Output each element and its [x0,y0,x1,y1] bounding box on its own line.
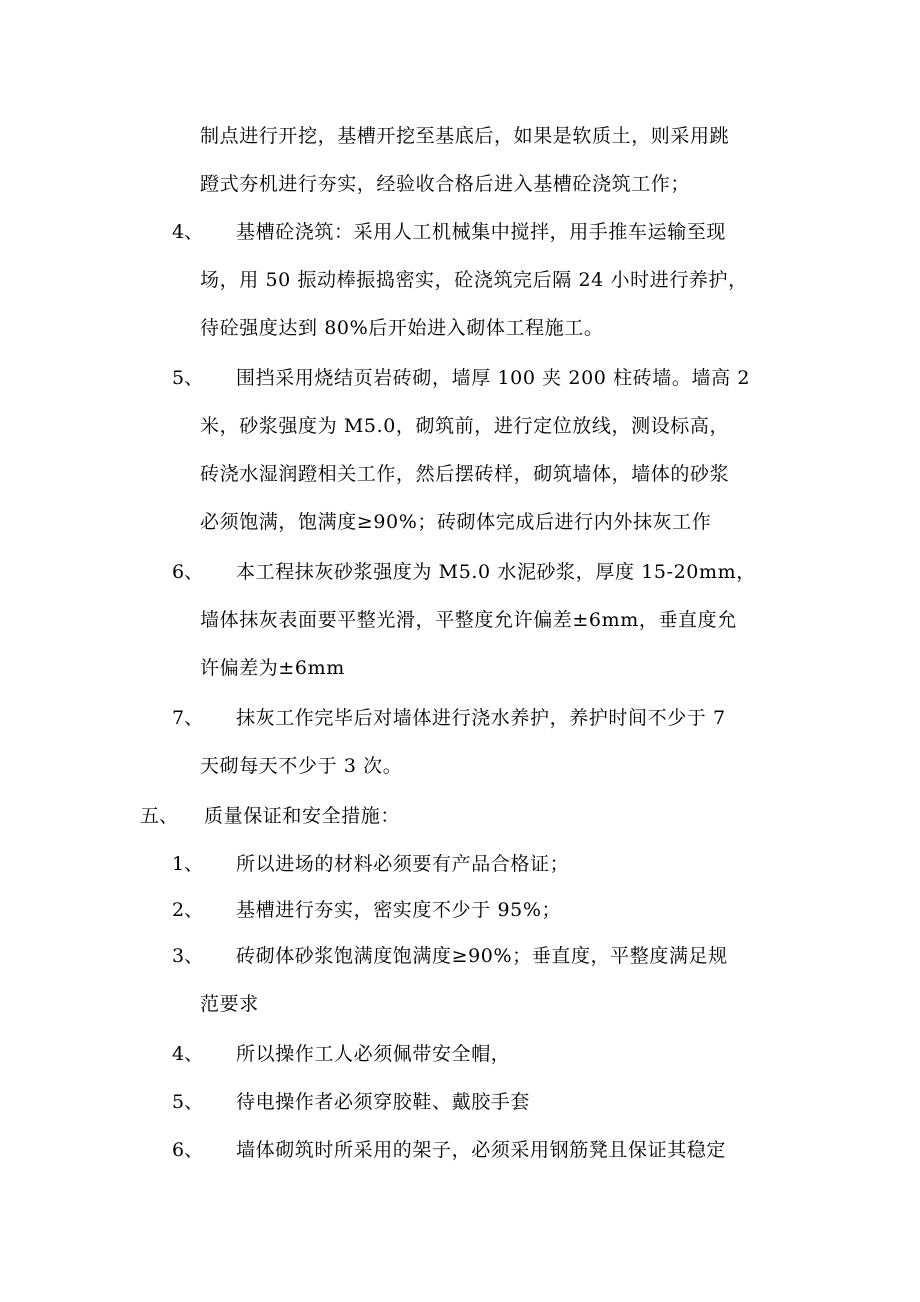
text-line: 所以进场的材料必须要有产品合格证； [236,853,570,875]
text-line: 待电操作者必须穿胶鞋、戴胶手套 [236,1091,531,1113]
text-line: 砖砌体砂浆饱满度饱满度≥90%；垂直度，平整度满足规 [236,945,728,967]
text-line: 抹灰工作完毕后对墙体进行浇水养护，养护时间不少于 7 [236,707,726,729]
item-number: 6、 [172,1139,204,1161]
text-line: 蹬式夯机进行夯实，经验收合格后进入基槽砼浇筑工作； [200,173,691,195]
item-number: 2、 [172,899,204,921]
text-line: 天砌每天不少于 3 次。 [200,755,403,777]
item-number: 5、 [172,1091,204,1113]
text-line: 范要求 [200,993,259,1015]
section-title: 质量保证和安全措施： [204,805,401,827]
item-number: 5、 [172,367,204,389]
text-line: 砖浇水湿润蹬相关工作，然后摆砖样，砌筑墙体，墙体的砂浆 [200,463,730,485]
text-line: 围挡采用烧结页岩砖砌，墙厚 100 夹 200 柱砖墙。墙高 2 [236,367,751,389]
item-number: 3、 [172,945,204,967]
text-line: 制点进行开挖，基槽开挖至基底后，如果是软质土，则采用跳 [200,125,730,147]
text-line: 待砼强度达到 80%后开始进入砌体工程施工。 [200,317,604,339]
section-number: 五、 [140,805,179,827]
text-line: 基槽进行夯实，密实度不少于 95%； [236,899,562,921]
text-line: 所以操作工人必须佩带安全帽， [236,1043,511,1065]
text-line: 许偏差为±6mm [200,657,345,679]
item-number: 1、 [172,853,204,875]
item-number: 4、 [172,1043,204,1065]
item-number: 6、 [172,561,204,583]
text-line: 基槽砼浇筑：采用人工机械集中搅拌，用手推车运输至现 [236,221,727,243]
item-number: 7、 [172,707,204,729]
text-line: 墙体抹灰表面要平整光滑，平整度允许偏差±6mm，垂直度允 [200,609,737,631]
text-line: 本工程抹灰砂浆强度为 M5.0 水泥砂浆，厚度 15-20mm， [236,561,756,583]
text-line: 米，砂浆强度为 M5.0，砌筑前，进行定位放线，测设标高， [200,415,730,437]
text-line: 必须饱满，饱满度≥90%；砖砌体完成后进行内外抹灰工作 [200,511,712,533]
text-line: 墙体砌筑时所采用的架子，必须采用钢筋凳且保证其稳定 [236,1139,727,1161]
item-number: 4、 [172,221,204,243]
text-line: 场，用 50 振动棒振捣密实，砼浇筑完后隔 24 小时进行养护， [200,269,748,291]
